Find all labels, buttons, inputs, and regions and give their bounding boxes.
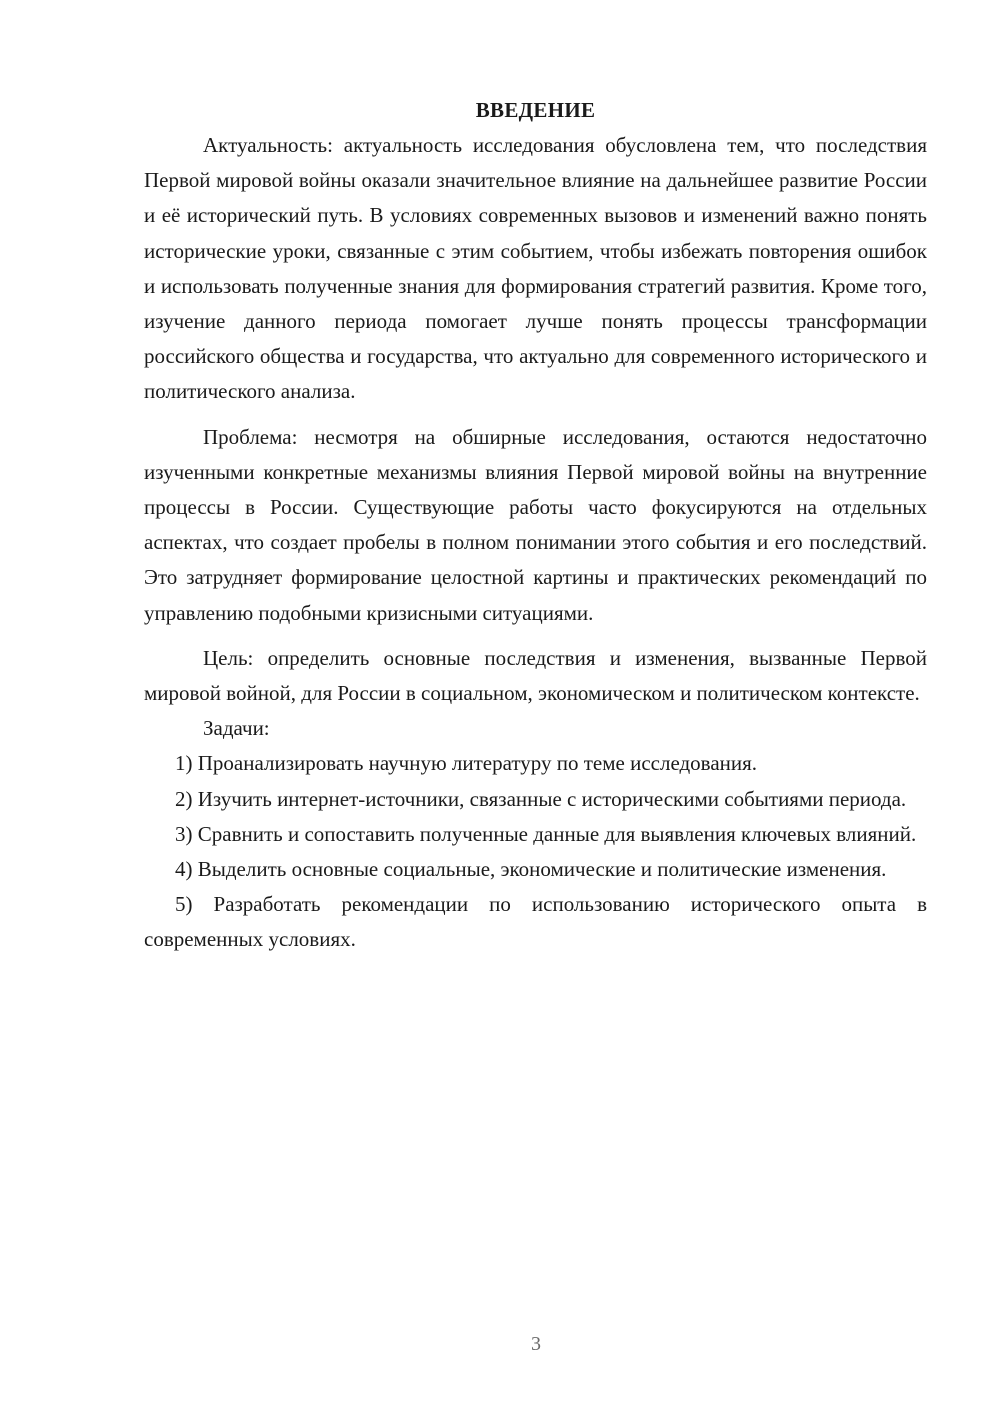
goal-paragraph: Цель: определить основные последствия и изменения, вызванные Первой мировой войной, для России в социальном, экономическом и политическом контексте. bbox=[144, 645, 927, 706]
section-title: ВВЕДЕНИЕ bbox=[475, 98, 596, 122]
task-item-3: 3) Сравнить и сопоставить полученные данные для выявления ключевых влияний. bbox=[175, 821, 917, 846]
task-item-4: 4) Выделить основные социальные, экономические и политические изменения. bbox=[175, 857, 887, 882]
relevance-paragraph: Актуальность: актуальность исследования обусловлена тем, что последствия Первой мировой войны оказали значительное влияние на дальнейшее развитие России и её исторический путь. В условиях современных вызовов и изменений важно понять исторические уроки, связанные с этим событием, чтобы избежать повторения ошибок и использовать полученные знания для формирования стратегий развития. Кроме того, изучение данного периода помогает лучше понять процессы трансформации российского общества и государства, что актуально для современного исторического и политического анализа. bbox=[144, 133, 927, 404]
tasks-heading: Задачи: bbox=[203, 716, 270, 741]
task-item-5: 5) Разработать рекомендации по использованию исторического опыта в современных условиях. bbox=[144, 892, 927, 952]
problem-paragraph: Проблема: несмотря на обширные исследования, остаются недостаточно изученными конкретные механизмы влияния Первой мировой войны на внутренние процессы в России. Существующие работы часто фокусируются на отдельных аспектах, что создает пробелы в полном понимании этого события и его последствий. Это затрудняет формирование целостной картины и практических рекомендаций по управлению подобными кризисными ситуациями. bbox=[144, 424, 927, 625]
task-item-1: 1) Проанализировать научную литературу по теме исследования. bbox=[175, 751, 758, 776]
page-number: 3 bbox=[531, 1333, 541, 1355]
task-item-2: 2) Изучить интернет-источники, связанные с историческими событиями периода. bbox=[175, 786, 907, 811]
page-content bbox=[144, 92, 927, 958]
